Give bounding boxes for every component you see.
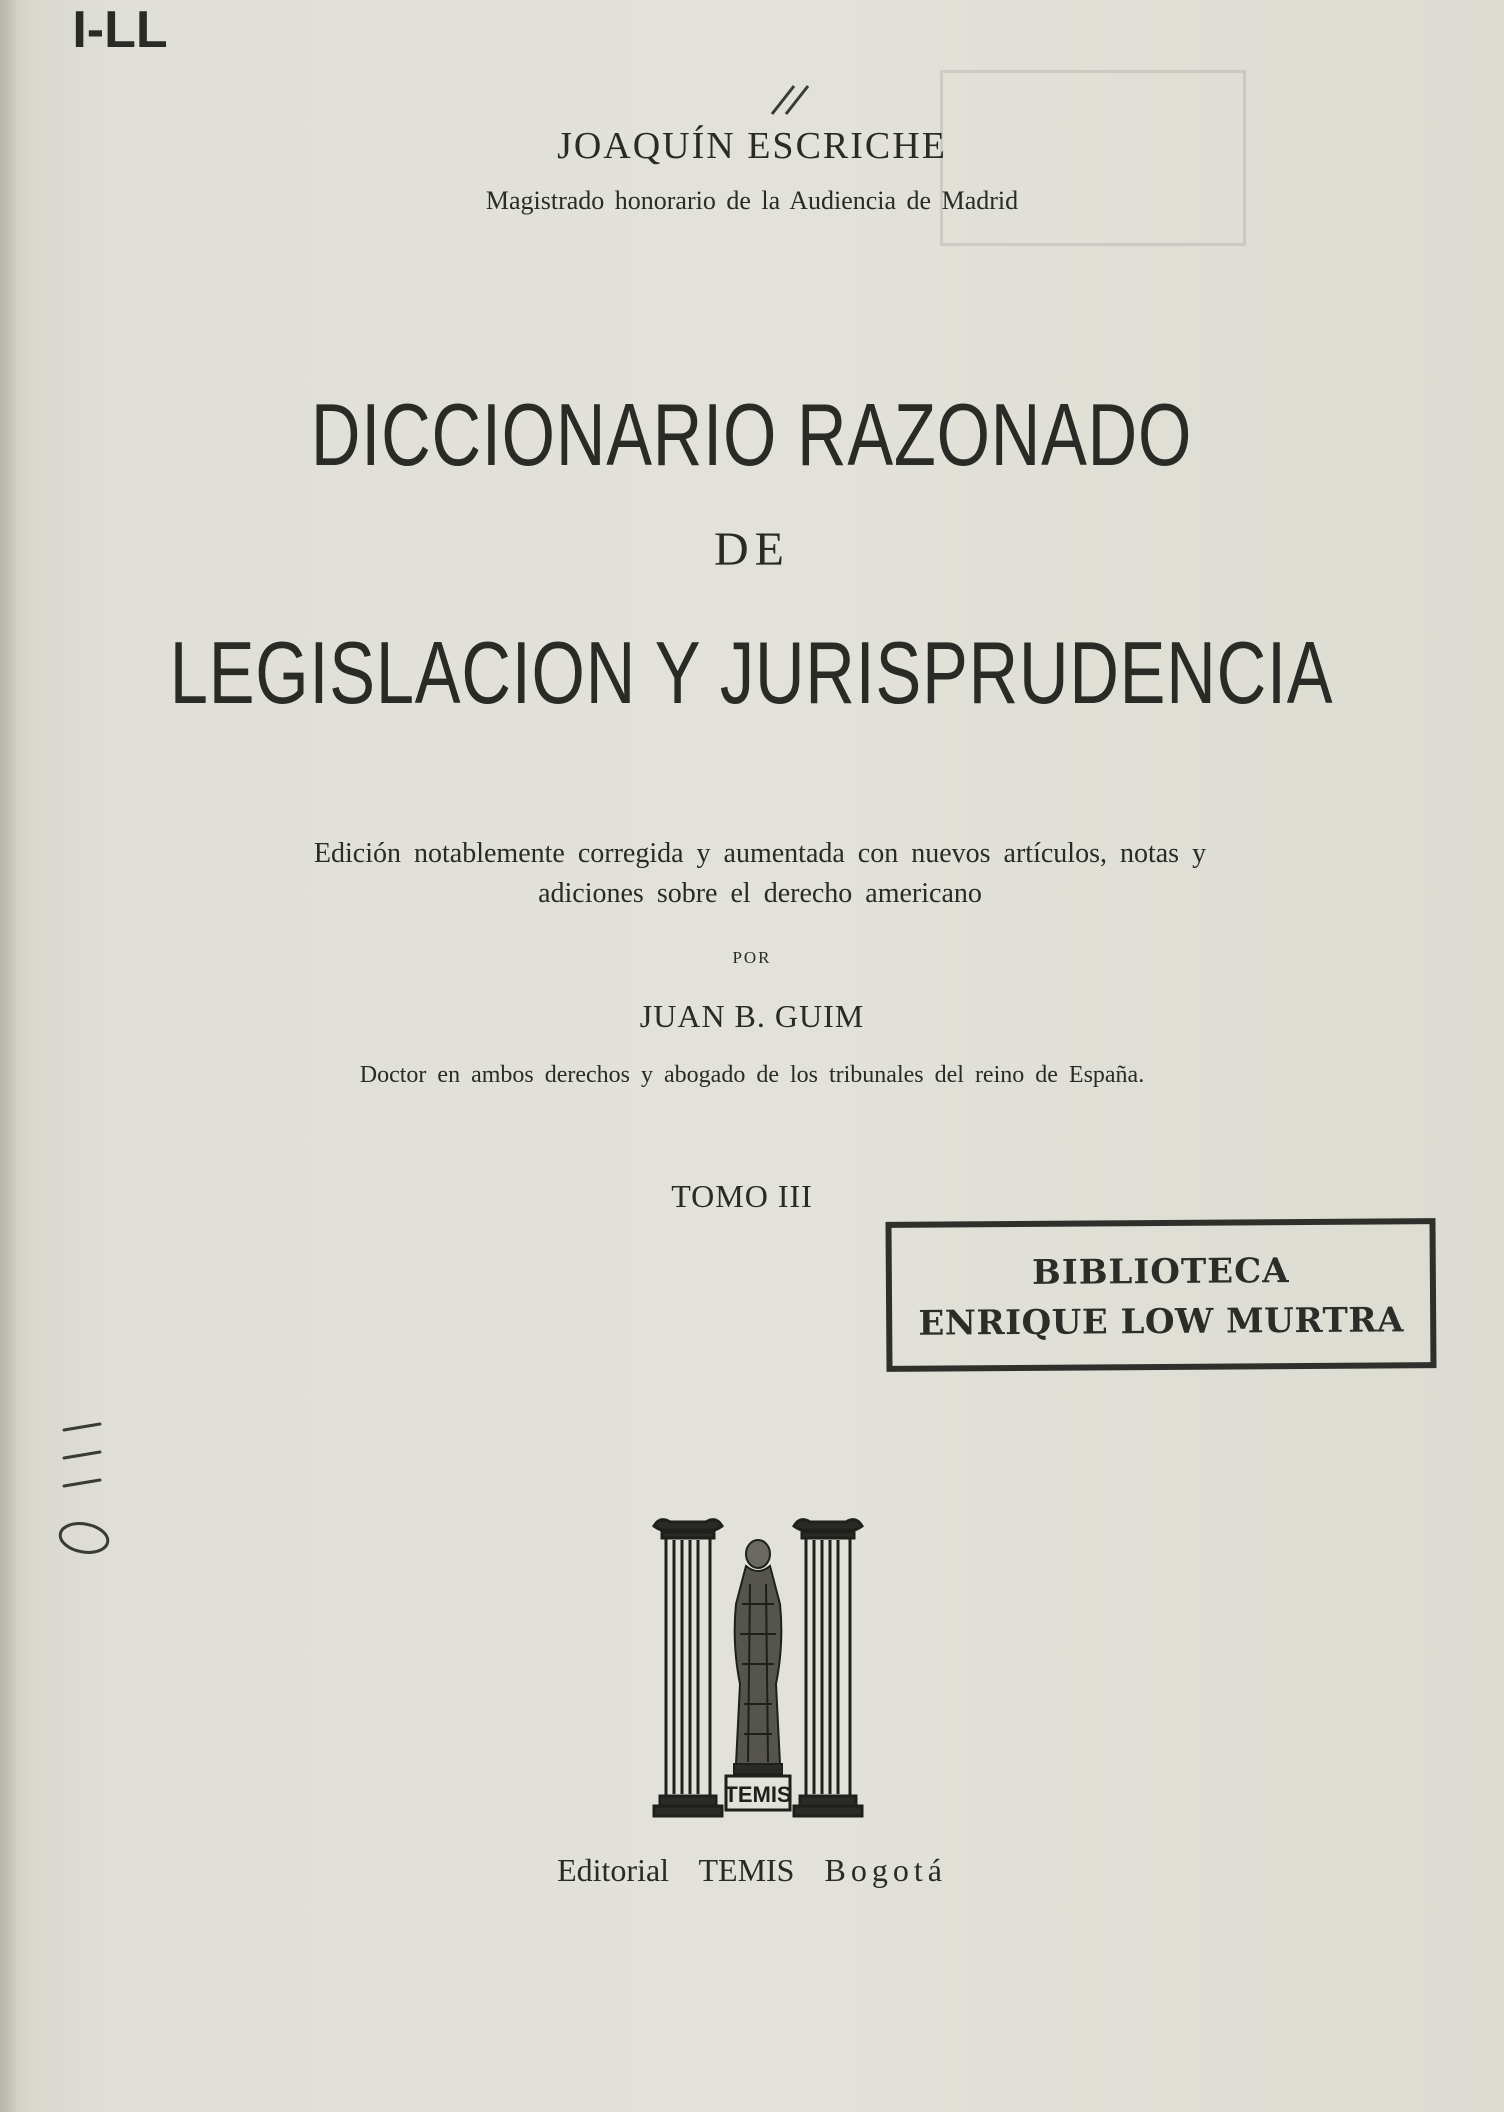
- publisher-line: [0, 1852, 1504, 1889]
- volume-number: TOMO III: [671, 1178, 813, 1214]
- publisher-city: Bogotá: [824, 1852, 947, 1888]
- stamp-line-2: ENRIQUE LOW MURTRA: [918, 1300, 1405, 1344]
- publisher-name: TEMIS: [698, 1852, 795, 1888]
- edition-line-2: adiciones sobre el derecho americano: [538, 878, 982, 909]
- editor-title: Doctor en ambos derechos y abogado de los tribunales del reino de España.: [359, 1062, 1145, 1088]
- por-label: POR: [732, 948, 772, 967]
- edition-note: [190, 834, 1330, 914]
- spine-shadow: [0, 0, 18, 2112]
- stamp-line-1: BIBLIOTECA: [1031, 1251, 1290, 1293]
- edition-line-1: Edición notablemente corregida y aumentada con nuevos artículos, notas y: [313, 838, 1207, 869]
- volume-range: I-LL: [72, 1, 168, 59]
- columns-goddess-logo: [650, 1514, 866, 1828]
- library-stamp: [885, 1218, 1436, 1372]
- publisher-editorial: Editorial: [557, 1852, 670, 1888]
- pencil-mark-icon: [764, 80, 824, 120]
- author-name: JOAQUÍN ESCRICHE: [557, 125, 947, 167]
- title-line-1: DICCIONARIO RAZONADO: [310, 385, 1193, 484]
- logo-label: TEMIS: [724, 1782, 792, 1807]
- editor-name: JUAN B. GUIM: [639, 998, 865, 1034]
- title-connector: DE: [714, 523, 790, 576]
- title-line-2: LEGISLACION Y JURISPRUDENCIA: [169, 623, 1334, 722]
- author-title: Magistrado honorario de la Audiencia de Madrid: [485, 186, 1019, 215]
- handwritten-shelf-number: [54, 1420, 114, 1580]
